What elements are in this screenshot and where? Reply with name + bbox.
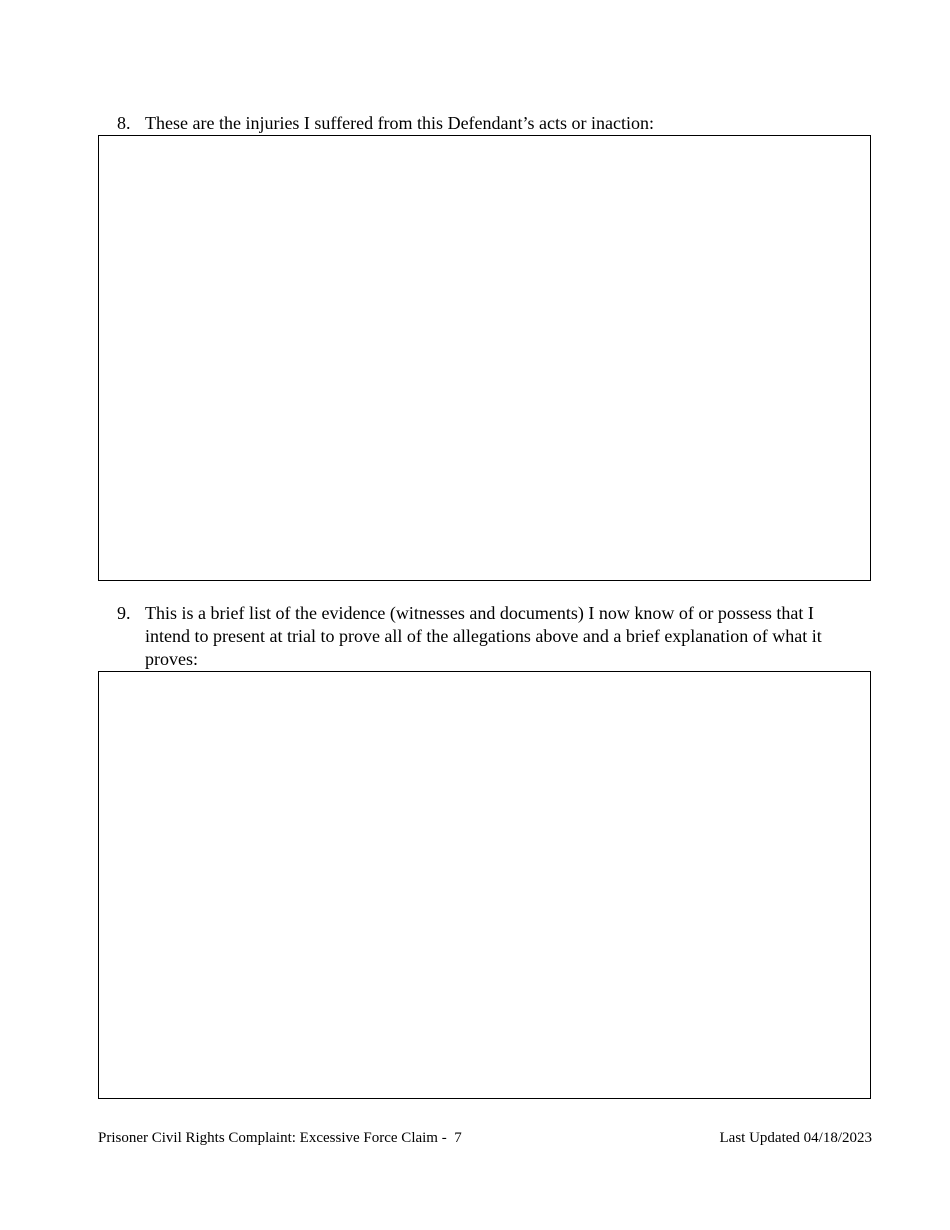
question-8-text: These are the injuries I suffered from this Defendant’s acts or inaction: bbox=[145, 113, 654, 133]
question-9 bbox=[117, 602, 857, 671]
footer-last-updated: Last Updated 04/18/2023 bbox=[719, 1130, 872, 1146]
footer-document-title: Prisoner Civil Rights Complaint: Excessive Force Claim - 7 bbox=[98, 1130, 462, 1146]
question-9-number: 9. bbox=[117, 603, 131, 623]
question-8-number: 8. bbox=[117, 113, 131, 133]
question-9-text: This is a brief list of the evidence (witnesses and documents) I now know of or possess that I intend to present at trial to prove all of the allegations above and a brief explanation of what it proves: bbox=[145, 603, 822, 669]
injuries-answer-box[interactable] bbox=[98, 135, 871, 581]
evidence-answer-box[interactable] bbox=[98, 671, 871, 1099]
question-8 bbox=[117, 112, 857, 135]
